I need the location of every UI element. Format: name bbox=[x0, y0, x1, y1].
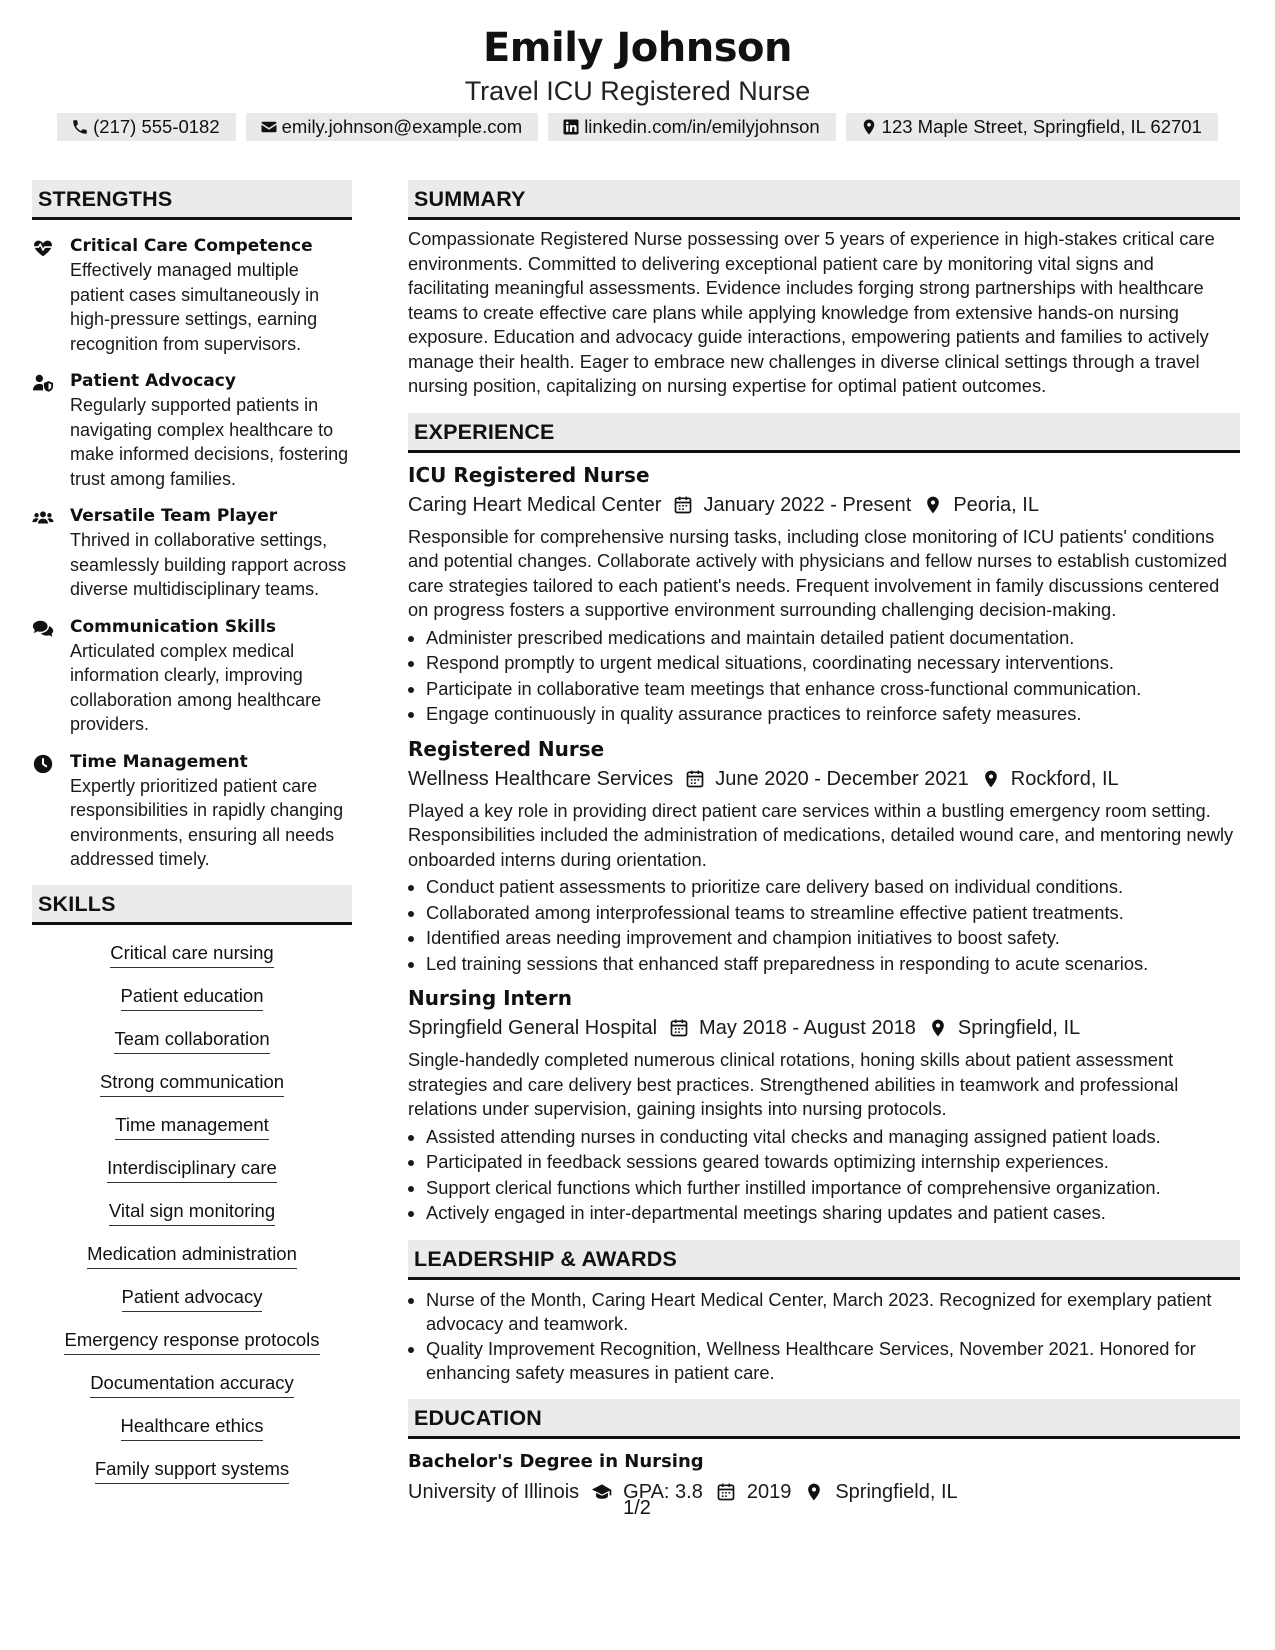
job-entry bbox=[408, 984, 1240, 1226]
skills-list bbox=[32, 941, 352, 1484]
job-bullets bbox=[408, 625, 1240, 727]
envelope-icon bbox=[260, 118, 278, 136]
job-title: Registered Nurse bbox=[408, 736, 605, 761]
awards-section bbox=[408, 1240, 1240, 1385]
list-item: • Assisted attending nurses in conducting vital checks and managing assigned patient loads. bbox=[426, 1124, 1240, 1150]
strength-desc: Effectively managed multiple patient cases simultaneously in high-pressure settings, earning recognition from supervisors. bbox=[70, 260, 320, 354]
strength-desc: Articulated complex medical information clearly, improving collaboration among healthcare providers. bbox=[70, 640, 322, 734]
summary-text: Compassionate Registered Nurse possessing over 5 years of experience in high-stakes critical care environments. Committed to delivering exceptional patient care by monitoring vital signs and facilitating meaningful assessments. Evidence includes forging strong partnerships with healthcare teams to create effective care plans while applying knowledge from extensive hands-on nursing exposure. Education and advocacy guide interactions, empowering patients and families to actively manage their health. Eager to embrace new challenges in diverse clinical settings through a travel nursing position, capitalizing on nursing expertise for optimal patient outcomes. bbox=[408, 228, 1215, 396]
strength-item bbox=[32, 615, 352, 737]
skill-item: Family support systems bbox=[32, 1457, 352, 1484]
job-company: Springfield General Hospital bbox=[408, 1017, 658, 1039]
strength-title: Patient Advocacy bbox=[70, 371, 236, 391]
strength-title: Time Management bbox=[70, 751, 248, 772]
education-section bbox=[408, 1399, 1240, 1507]
list-item: • Respond promptly to urgent medical situations, coordinating necessary interventions. bbox=[426, 650, 1240, 676]
email-text: emily.johnson@example.com bbox=[281, 116, 523, 137]
strength-item bbox=[32, 369, 352, 491]
contact-linkedin[interactable] bbox=[548, 113, 835, 141]
job-bullets bbox=[408, 874, 1240, 976]
list-item: • Participate in collaborative team meetings that enhance cross-functional communication. bbox=[426, 676, 1240, 702]
job-meta bbox=[408, 490, 1240, 520]
page-number: 1/2 bbox=[623, 1497, 651, 1519]
job-dates: June 2020 - December 2021 bbox=[715, 767, 969, 790]
address-text: 123 Maple Street, Springfield, IL 62701 bbox=[881, 116, 1202, 137]
comments-icon bbox=[32, 618, 54, 640]
right-column bbox=[408, 180, 1240, 1507]
job-description: Single-handedly completed numerous clinical rotations, honing skills about patient assessment strategies and care delivery best practices. Strengthened abilities in teamwork and professional relations under supervision, gaining insights into nursing protocols. bbox=[408, 1049, 1179, 1119]
strength-title: Communication Skills bbox=[70, 616, 276, 637]
linkedin-icon bbox=[562, 118, 580, 136]
job-location: Peoria, IL bbox=[953, 493, 1039, 516]
job-entry bbox=[408, 735, 1240, 977]
list-item: • Nurse of the Month, Caring Heart Medical Center, March 2023. Recognized for exemplary patient advocacy and teamwork. bbox=[426, 1288, 1240, 1336]
skill-item: Team collaboration bbox=[32, 1027, 352, 1054]
list-item: • Collaborated among interprofessional teams to streamline effective patient treatments. bbox=[426, 900, 1240, 926]
strength-item bbox=[32, 750, 352, 872]
skill-item: Patient education bbox=[32, 984, 352, 1011]
location-pin-icon bbox=[923, 495, 943, 515]
skill-item: Emergency response protocols bbox=[32, 1328, 352, 1355]
calendar-icon bbox=[673, 495, 693, 515]
location-pin-icon bbox=[928, 1018, 948, 1038]
list-item: • Actively engaged in inter-departmental meetings sharing updates and patient cases. bbox=[426, 1200, 1240, 1226]
calendar-icon bbox=[685, 769, 705, 789]
job-description: Played a key role in providing direct patient care services within a bustling emergency room setting. Responsibilities included the administration of medications, detailed wound care, and mentoring newly onboarded interns during orientation. bbox=[408, 799, 1234, 870]
clock-icon bbox=[32, 753, 54, 775]
degree-title: Bachelor's Degree in Nursing bbox=[408, 1450, 704, 1472]
resume-header bbox=[0, 22, 1275, 108]
list-item: • Engage continuously in quality assurance practices to reinforce safety measures. bbox=[426, 701, 1240, 727]
job-bullets bbox=[408, 1124, 1240, 1226]
list-item: • Participated in feedback sessions geared towards optimizing internship experiences. bbox=[426, 1149, 1240, 1175]
list-item: • Led training sessions that enhanced staff preparedness in responding to acute scenarios. bbox=[426, 951, 1240, 977]
education-heading: EDUCATION bbox=[408, 1399, 1240, 1439]
awards-heading: LEADERSHIP & AWARDS bbox=[408, 1240, 1240, 1280]
job-title: ICU Registered Nurse bbox=[408, 462, 650, 487]
strength-desc: Expertly prioritized patient care responsibilities in rapidly changing environments, ensuring all needs addressed timely. bbox=[70, 775, 344, 869]
school-name: University of Illinois bbox=[408, 1480, 580, 1503]
heartbeat-icon bbox=[32, 237, 54, 259]
strength-item bbox=[32, 234, 352, 356]
location-pin-icon bbox=[860, 118, 878, 136]
strength-title: Critical Care Competence bbox=[70, 236, 313, 256]
user-shield-icon bbox=[32, 372, 54, 394]
phone-text: (217) 555-0182 bbox=[93, 116, 220, 137]
strengths-list bbox=[32, 234, 352, 872]
linkedin-text: linkedin.com/in/emilyjohnson bbox=[584, 116, 820, 137]
skill-item: Documentation accuracy bbox=[32, 1371, 352, 1398]
candidate-title: Travel ICU Registered Nurse bbox=[464, 76, 811, 106]
list-item: • Support clerical functions which further instilled importance of comprehensive organization. bbox=[426, 1175, 1240, 1201]
list-item: • Conduct patient assessments to prioritize care delivery based on individual conditions. bbox=[426, 874, 1240, 900]
skill-item: Strong communication bbox=[32, 1070, 352, 1097]
experience-heading: EXPERIENCE bbox=[408, 413, 1240, 453]
left-column bbox=[32, 180, 352, 1500]
job-meta bbox=[408, 1013, 1240, 1043]
phone-icon bbox=[71, 118, 89, 136]
school-location: Springfield, IL bbox=[835, 1480, 958, 1503]
job-location: Springfield, IL bbox=[957, 1017, 1081, 1039]
calendar-icon bbox=[715, 1482, 737, 1502]
job-dates: May 2018 - August 2018 bbox=[699, 1017, 916, 1039]
list-item: • Identified areas needing improvement and champion initiatives to boost safety. bbox=[426, 925, 1240, 951]
skill-item: Critical care nursing bbox=[32, 941, 352, 968]
skill-item: Healthcare ethics bbox=[32, 1414, 352, 1441]
job-location: Rockford, IL bbox=[1010, 767, 1119, 790]
skill-item: Time management bbox=[32, 1113, 352, 1140]
job-meta bbox=[408, 764, 1240, 794]
job-description: Responsible for comprehensive nursing tasks, including close monitoring of ICU patients' conditions and potential changes. Collaborate actively with physicians and fellow nurses to establish customized care strategies tailored to each patient's needs. Frequent involvement in family discussions centered on progress fosters a supportive environment surrounding challenging decision-making. bbox=[408, 525, 1228, 620]
summary-heading: SUMMARY bbox=[408, 180, 1240, 220]
calendar-icon bbox=[669, 1018, 689, 1038]
strengths-heading: STRENGTHS bbox=[32, 180, 352, 220]
candidate-name: Emily Johnson bbox=[482, 25, 792, 71]
gpa: GPA: 3.8 bbox=[623, 1480, 703, 1503]
skills-heading: SKILLS bbox=[32, 885, 352, 925]
job-company: Caring Heart Medical Center bbox=[408, 493, 662, 516]
job-entry bbox=[408, 461, 1240, 727]
graduation-year: 2019 bbox=[746, 1480, 792, 1503]
skill-item: Interdisciplinary care bbox=[32, 1156, 352, 1183]
contact-address bbox=[846, 113, 1218, 141]
skill-item: Vital sign monitoring bbox=[32, 1199, 352, 1226]
contact-email[interactable] bbox=[246, 113, 539, 141]
location-pin-icon bbox=[981, 769, 1001, 789]
strength-desc: Regularly supported patients in navigating complex healthcare to make informed decisions, fostering trust among families. bbox=[70, 395, 349, 489]
strength-item bbox=[32, 504, 352, 602]
list-item: • Administer prescribed medications and maintain detailed patient documentation. bbox=[426, 625, 1240, 651]
list-item: • Quality Improvement Recognition, Wellness Healthcare Services, November 2021. Honored for enhancing safety measures in patient care. bbox=[426, 1337, 1240, 1385]
skills-section bbox=[32, 885, 352, 1484]
strength-title: Versatile Team Player bbox=[70, 506, 278, 526]
job-title: Nursing Intern bbox=[408, 986, 573, 1010]
awards-list bbox=[408, 1288, 1240, 1385]
contact-bar bbox=[0, 113, 1275, 141]
strength-desc: Thrived in collaborative settings, seamlessly building rapport across diverse multidisciplinary teams. bbox=[70, 530, 347, 599]
education-meta bbox=[408, 1477, 1240, 1507]
skill-item: Medication administration bbox=[32, 1242, 352, 1269]
job-company: Wellness Healthcare Services bbox=[408, 767, 674, 790]
job-dates: January 2022 - Present bbox=[703, 493, 912, 516]
location-pin-icon bbox=[803, 1482, 825, 1502]
skill-item: Patient advocacy bbox=[32, 1285, 352, 1312]
users-icon bbox=[32, 507, 54, 529]
contact-phone[interactable] bbox=[57, 113, 236, 141]
